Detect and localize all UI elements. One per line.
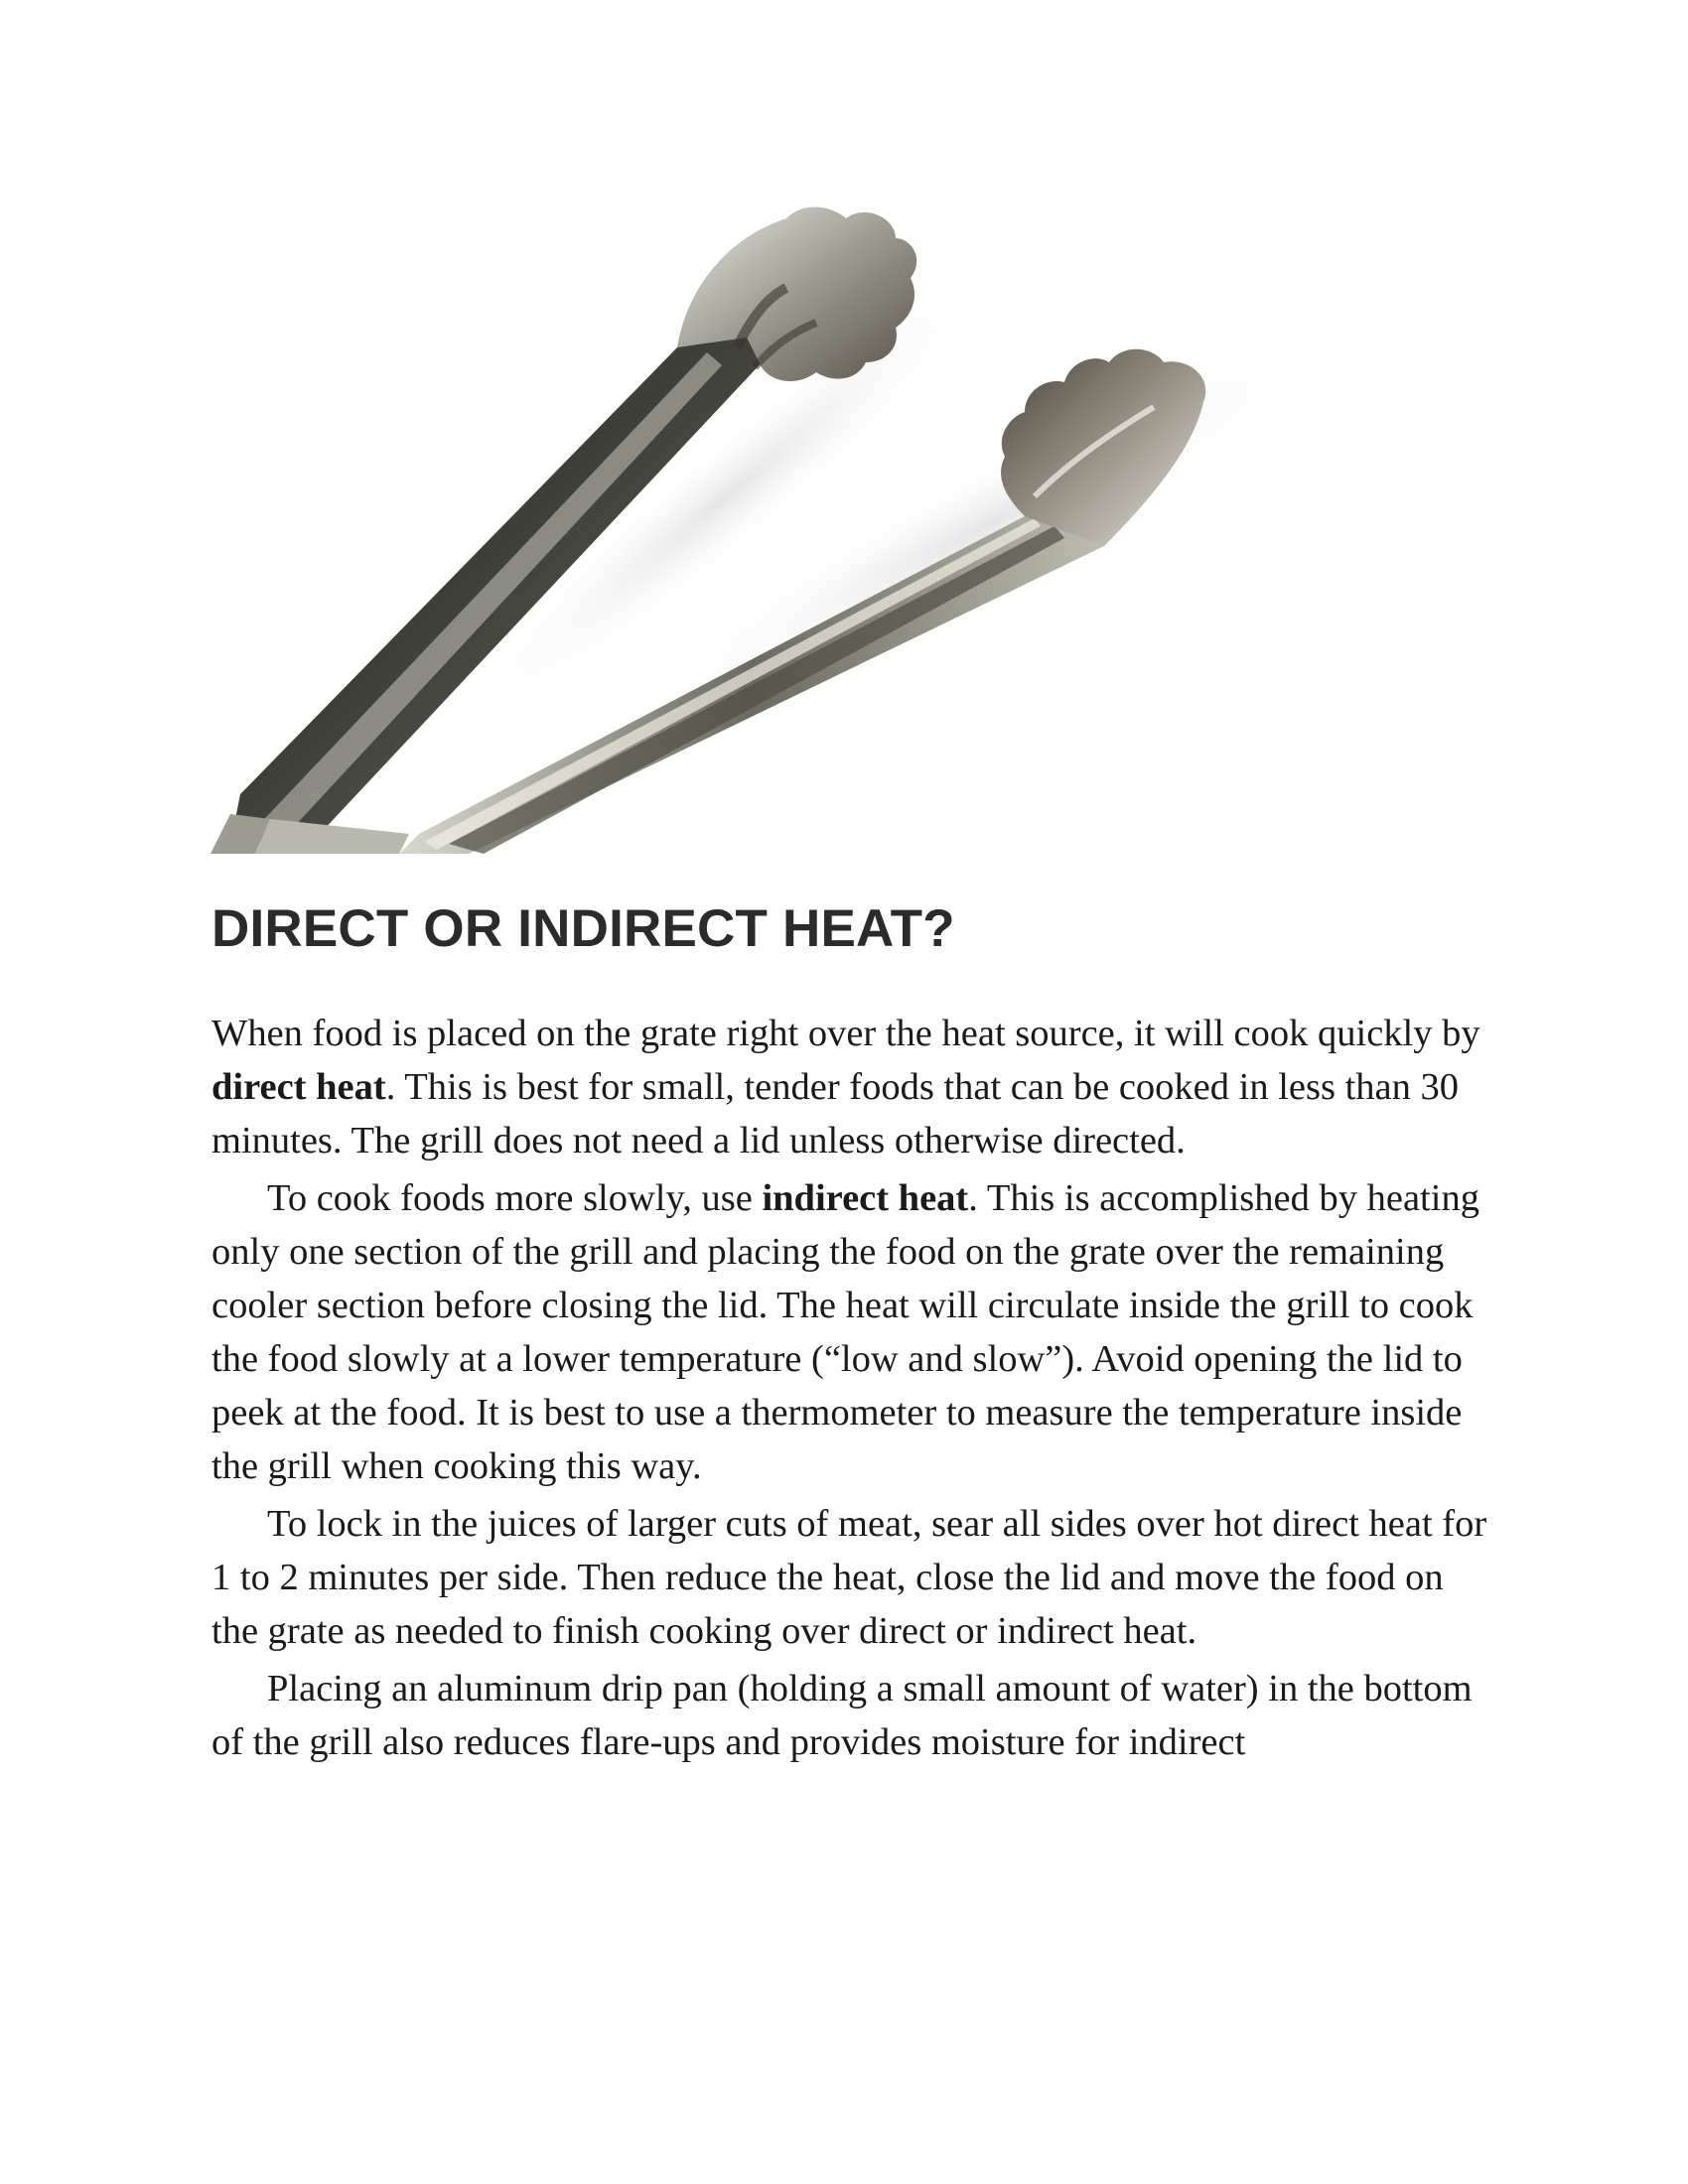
page-title: DIRECT OR INDIRECT HEAT? bbox=[211, 899, 955, 958]
paragraph: To cook foods more slowly, use indirect heat. This is accomplished by heating only one section of the grill and placing the food on the grate over the remaining cooler section before closing the lid. The heat will circulate inside the grill to cook the food slowly at a lower temperature (“low and slow”). Avoid opening the lid to peek at the food. It is best to use a thermometer to measure the temperature inside the grill when cooking this way. bbox=[211, 1177, 1479, 1487]
paragraph: Placing an aluminum drip pan (holding a small amount of water) in the bottom of the grill also reduces flare-ups and provides moisture for indirect bbox=[211, 1668, 1473, 1763]
paragraph: To lock in the juices of larger cuts of meat, sear all sides over hot direct heat for 1 to 2 minutes per side. Then reduce the heat, close the lid and move the food on the grate as needed to finish cooking over direct or indirect heat. bbox=[211, 1503, 1487, 1652]
term-direct-heat: direct heat bbox=[211, 1066, 386, 1108]
article-body bbox=[211, 1007, 1492, 1773]
term-indirect-heat: indirect heat bbox=[762, 1177, 969, 1219]
paragraph: When food is placed on the grate right over the heat source, it will cook quickly by direct heat. This is best for small, tender foods that can be cooked in less than 30 minutes. The grill does not need a lid unless otherwise directed. bbox=[211, 1013, 1480, 1161]
kitchen-tongs-icon bbox=[211, 199, 1452, 854]
